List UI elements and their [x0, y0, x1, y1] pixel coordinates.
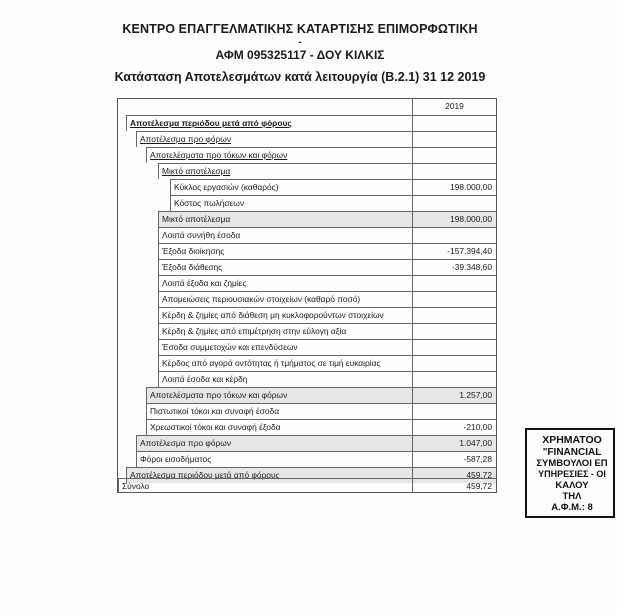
table-row [118, 243, 496, 259]
row-value: -157.394,40 [412, 243, 496, 259]
row-label: Λοιπά έξοδα και ζημίες [158, 275, 412, 291]
row-value [412, 147, 496, 163]
table-row [118, 371, 496, 387]
row-value [412, 403, 496, 419]
row-value: 1.257,00 [412, 387, 496, 403]
row-label: Λοιπά έσοδα και κέρδη [158, 371, 412, 387]
row-value: 459,72 [412, 478, 496, 493]
table-row [118, 291, 496, 307]
header-dash: - [298, 37, 302, 48]
row-label: Απομειώσεις περιουσιακών στοιχείων (καθαρό ποσό) [158, 291, 412, 307]
stamp-line: ΤΗΛ [562, 491, 582, 502]
table-row [118, 323, 496, 339]
row-label: Λοιπά συνήθη έσοδα [158, 227, 412, 243]
table-row [118, 307, 496, 323]
year-header-row [118, 99, 496, 115]
row-value: -39.348,60 [412, 259, 496, 275]
company-stamp [525, 428, 615, 518]
row-label: Κόστος πωλήσεων [170, 195, 412, 211]
stamp-line: Α.Φ.Μ.: 8 [551, 502, 593, 513]
stamp-line: ΧΡΗΜΑΤΟΟ [542, 434, 602, 446]
row-label: Κύκλος εργασιών (καθαρός) [170, 179, 412, 195]
row-label: Κέρδη & ζημίες από επιμέτρηση στην εύλογη αξία [158, 323, 412, 339]
total-row [118, 478, 496, 493]
table-row [118, 275, 496, 291]
row-label: Έσοδα συμμετοχών και επενδύσεων [158, 339, 412, 355]
table-row [118, 195, 496, 211]
row-label: Αποτέλεσμα περιόδου μετά από φόρους [126, 467, 412, 483]
row-label: Πιστωτικοί τόκοι και συναφή έσοδα [146, 403, 412, 419]
table-row [118, 435, 496, 451]
stamp-line: ΥΠΗΡΕΣΙΕΣ - ΟΙ [538, 469, 606, 479]
income-statement-table [117, 98, 497, 493]
row-label: Αποτελέσματα προ τόκων και φόρων [146, 147, 412, 163]
table-row [118, 115, 496, 131]
row-value [412, 227, 496, 243]
row-value [412, 163, 496, 179]
table-row [118, 163, 496, 179]
row-value: 198.000,00 [412, 179, 496, 195]
row-value [412, 115, 496, 131]
organization-name: ΚΕΝΤΡΟ ΕΠΑΓΓΕΛΜΑΤΙΚΗΣ ΚΑΤΑΡΤΙΣΗΣ ΕΠΙΜΟΡΦΩΤΙΚΗ [122, 22, 478, 36]
row-value [412, 195, 496, 211]
table-row [118, 211, 496, 227]
table-row [118, 387, 496, 403]
row-label: Σύνολο [118, 478, 412, 493]
table-row [118, 131, 496, 147]
row-value [412, 371, 496, 387]
tax-id-line: ΑΦΜ 095325117 - ΔΟΥ ΚΙΛΚΙΣ [215, 48, 385, 62]
table-row [118, 451, 496, 467]
table-row [118, 179, 496, 195]
row-value: -210,00 [412, 419, 496, 435]
stamp-line: ΣΥΜΒΟΥΛΟΙ ΕΠ [536, 458, 608, 469]
row-value [412, 291, 496, 307]
row-label: Αποτέλεσμα προ φόρων [136, 435, 412, 451]
table-row [118, 339, 496, 355]
table-row [118, 355, 496, 371]
row-value [412, 307, 496, 323]
row-value [412, 355, 496, 371]
row-label: Μικτό αποτέλεσμα [158, 211, 412, 227]
table-row [118, 403, 496, 419]
row-value [412, 339, 496, 355]
row-label: Αποτέλεσμα περιόδου μετά από φόρους [126, 115, 412, 131]
report-title: Κατάσταση Αποτελεσμάτων κατά λειτουργία (Β.2.1) 31 12 2019 [114, 70, 486, 84]
row-value [412, 323, 496, 339]
row-label: Χρεωστικοί τόκοι και συναφή έξοδα [146, 419, 412, 435]
row-value: -587,28 [412, 451, 496, 467]
row-value: 459,72 [412, 467, 496, 483]
row-label: Έξοδα διοίκησης [158, 243, 412, 259]
row-label: Έξοδα διάθεσης [158, 259, 412, 275]
row-label: Φόροι εισοδήματος [136, 451, 412, 467]
row-value [412, 275, 496, 291]
stamp-line: "FINANCIAL [542, 447, 602, 458]
row-value: 198.000,00 [412, 211, 496, 227]
year-header: 2019 [412, 99, 496, 115]
row-label: Μικτό αποτέλεσμα [158, 163, 412, 179]
table-row [118, 227, 496, 243]
row-label: Κέρδος από αγορά οντότητας ή τμήματος σε τιμή ευκαιρίας [158, 355, 412, 371]
table-row [118, 147, 496, 163]
stamp-line: ΚΑΛΟΥ [555, 480, 589, 491]
table-row [118, 419, 496, 435]
row-value: 1.047,00 [412, 435, 496, 451]
row-label: Κέρδη & ζημίες από διάθεση μη κυκλοφορούντων στοιχείων [158, 307, 412, 323]
row-label: Αποτέλεσμα προ φόρων [136, 131, 412, 147]
row-label: Αποτελέσματα προ τόκων και φόρων [146, 387, 412, 403]
table-row [118, 259, 496, 275]
row-value [412, 131, 496, 147]
